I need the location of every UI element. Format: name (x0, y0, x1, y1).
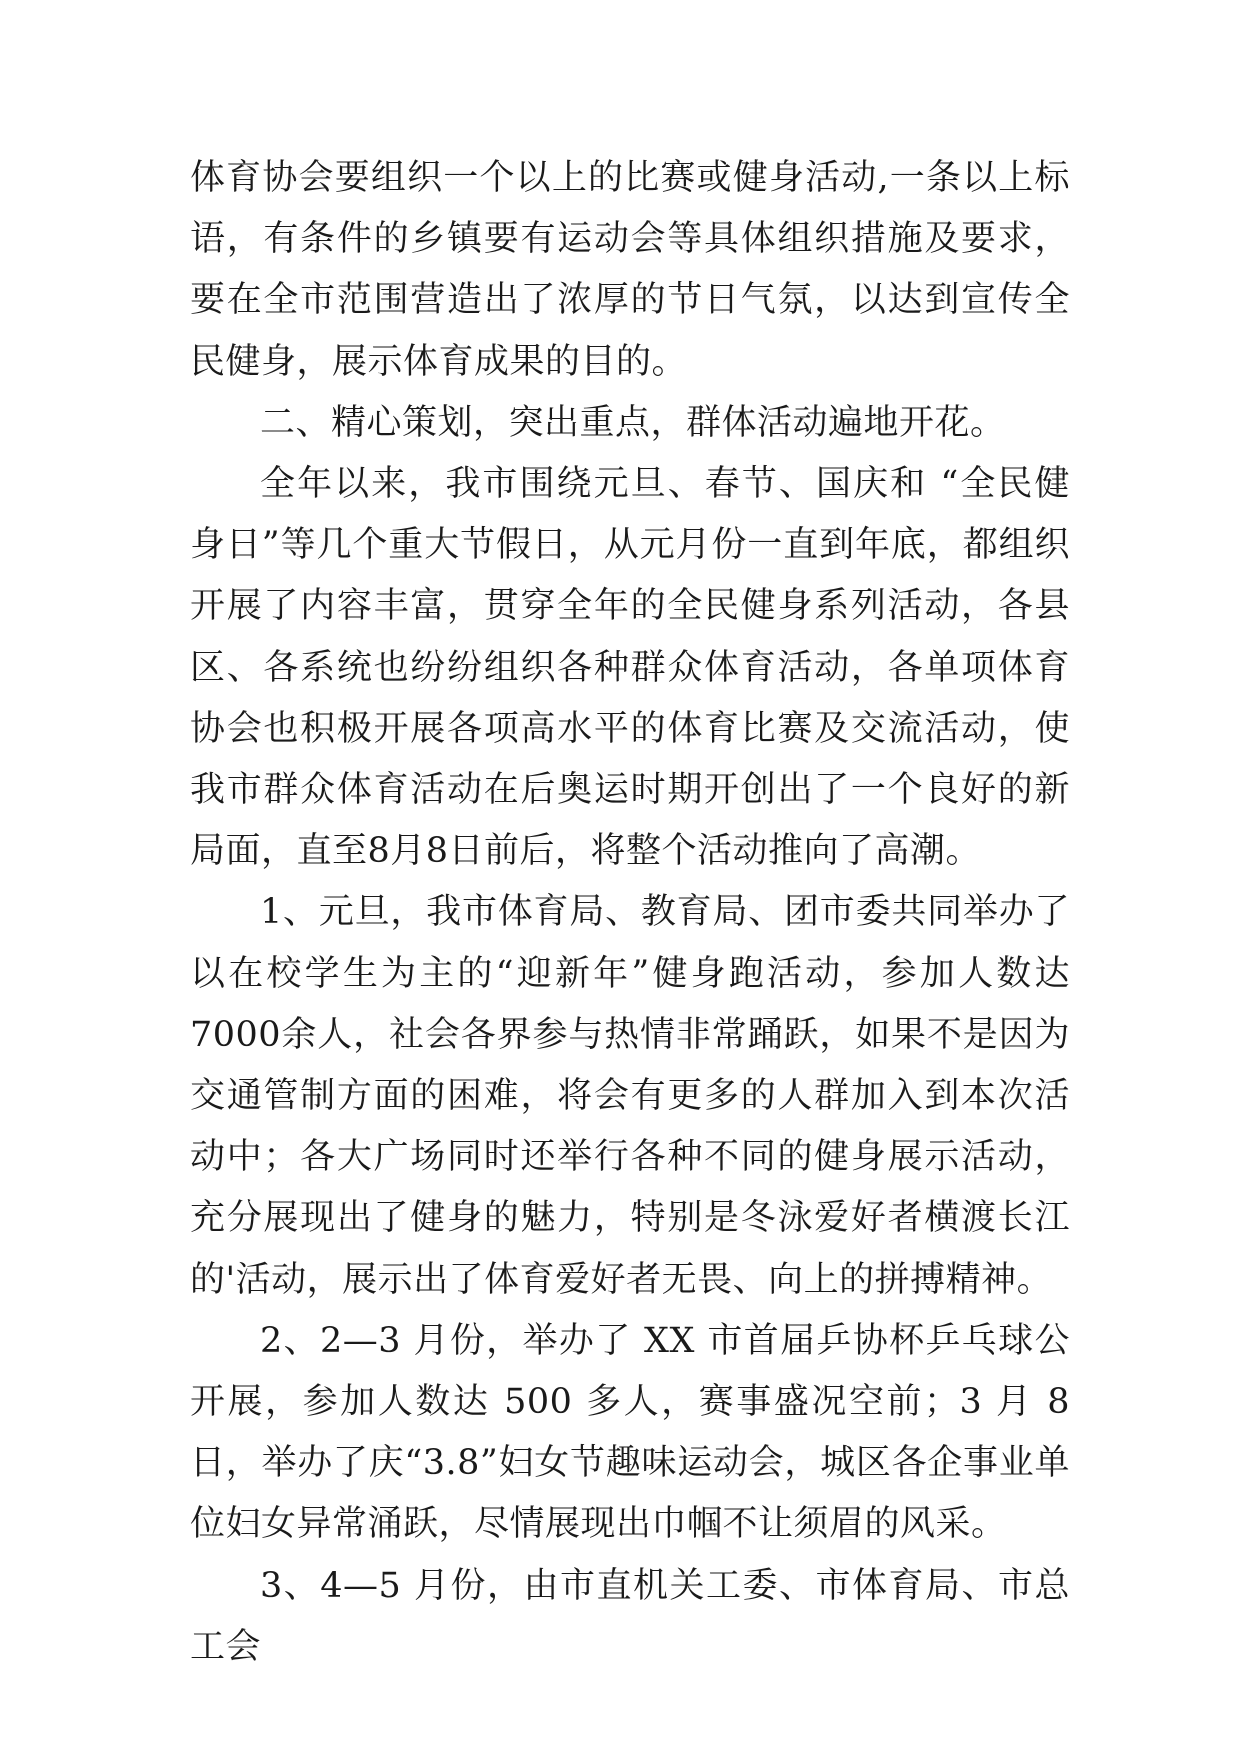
body-text (190, 148, 1070, 1678)
paragraph-5-item-2: 2、2—3 月份，举办了 XX 市首届乒协杯乒乓球公开展，参加人数达 500 多人，赛事盛况空前；3 月 8 日，举办了庆“3.8”妇女节趣味运动会，城区各企事业单位妇女异常涌跃，尽情展现出巾帼不让须眉的风采。 (190, 1320, 1070, 1545)
paragraph-2-heading: 二、精心策划，突出重点，群体活动遍地开花。 (260, 402, 1006, 443)
paragraph-1: 体育协会要组织一个以上的比赛或健身活动,一条以上标语，有条件的乡镇要有运动会等具体组织措施及要求，要在全市范围营造出了浓厚的节日气氛，以达到宣传全民健身，展示体育成果的目的。 (190, 158, 1070, 382)
paragraph-3: 全年以来，我市围绕元旦、春节、国庆和 “全民健身日”等几个重大节假日，从元月份一直到年底，都组织开展了内容丰富，贯穿全年的全民健身系列活动，各县区、各系统也纷纷组织各种群众体育活动，各单项体育协会也积极开展各项高水平的体育比赛及交流活动，使我市群众体育活动在后奥运时期开创出了一个良好的新局面，直至8月8日前后，将整个活动推向了高潮。 (190, 464, 1070, 872)
paragraph-4-item-1: 1、元旦，我市体育局、教育局、团市委共同举办了以在校学生为主的“迎新年”健身跑活动，参加人数达 7000余人，社会各界参与热情非常踊跃，如果不是因为交通管制方面的困难，将会有更多的人群加入到本次活动中；各大广场同时还举行各种不同的健身展示活动，充分展现出了健身的魅力，特别是冬泳爱好者横渡长江的'活动，展示出了体育爱好者无畏、向上的拼搏精神。 (190, 892, 1070, 1300)
paragraph-6-item-3: 3、4—5 月份，由市直机关工委、市体育局、市总工会 (190, 1565, 1070, 1667)
